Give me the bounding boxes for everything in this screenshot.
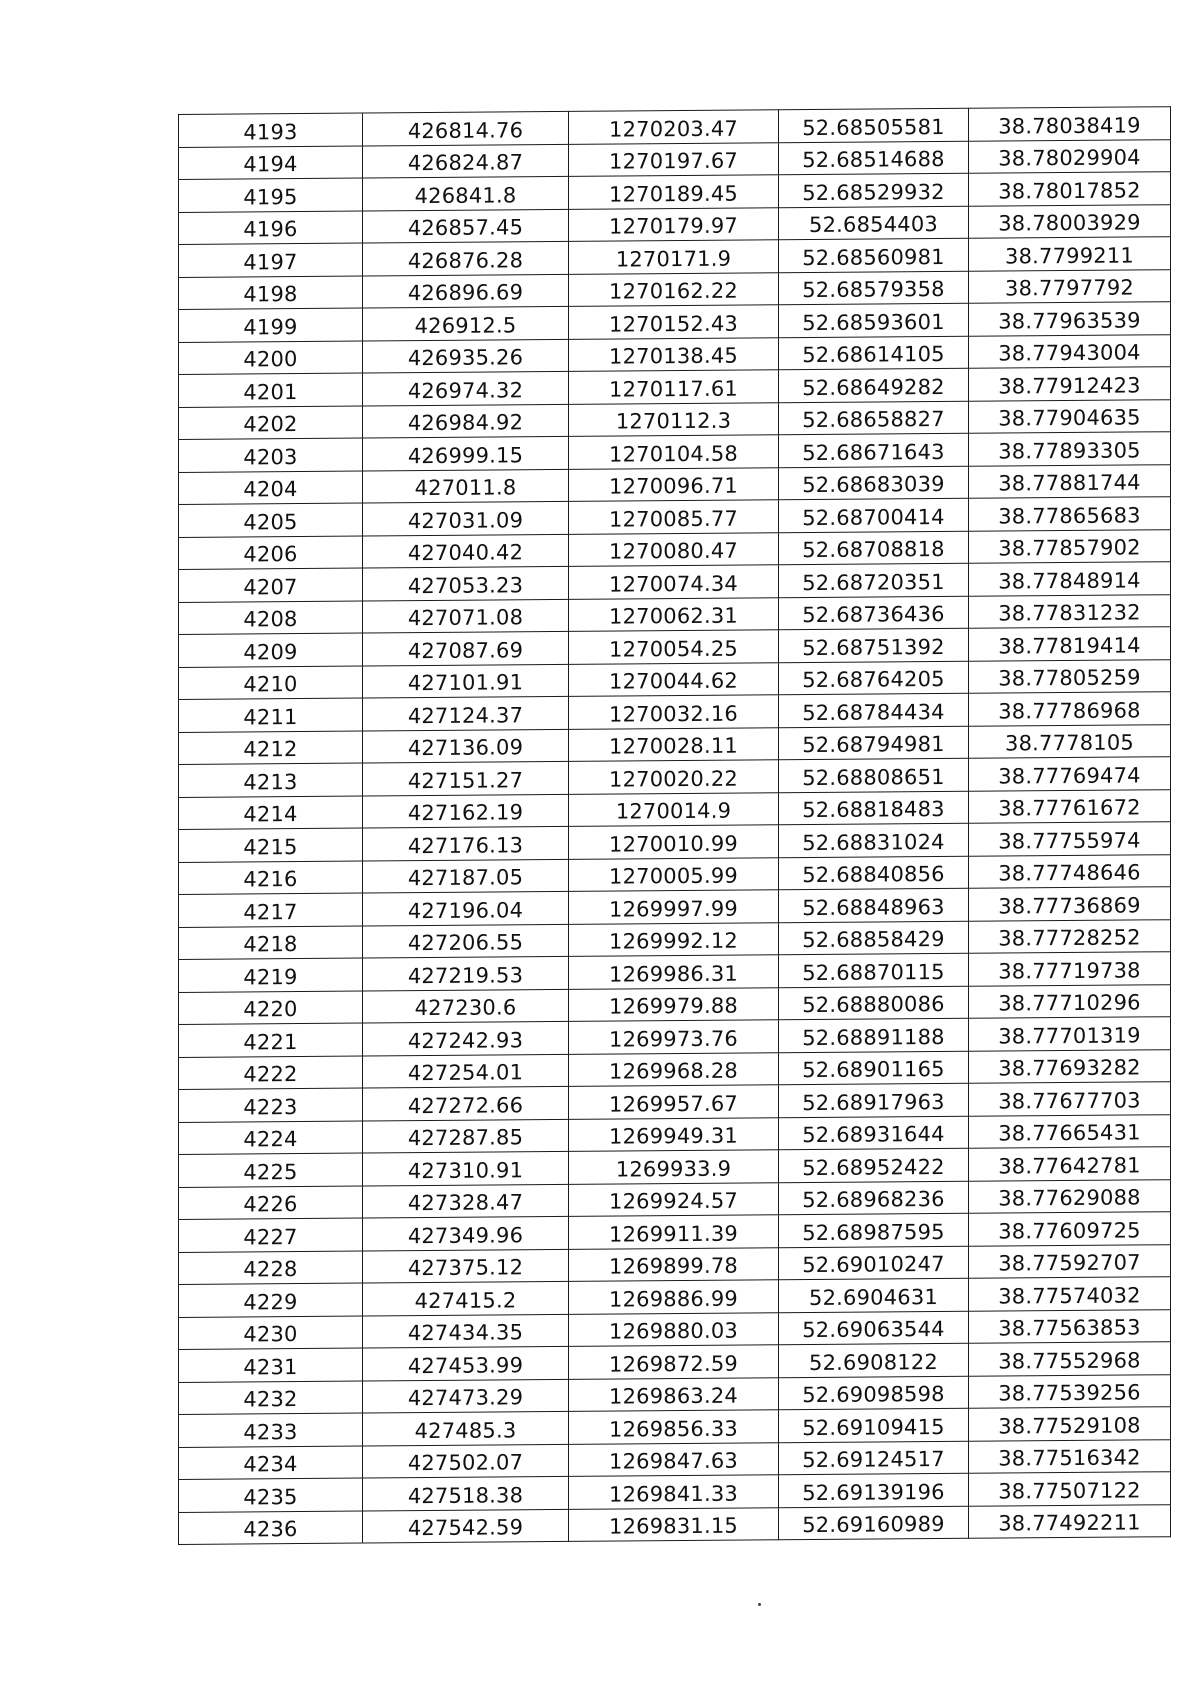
easting-cell: 426876.28 bbox=[363, 241, 569, 275]
easting-cell: 426896.69 bbox=[363, 274, 569, 308]
northing-cell: 1270080.47 bbox=[569, 532, 779, 566]
easting-cell: 427518.38 bbox=[363, 1476, 569, 1510]
point-number-cell: 4200 bbox=[179, 341, 363, 375]
point-number-cell: 4209 bbox=[179, 633, 363, 667]
northing-cell: 1269831.15 bbox=[569, 1507, 779, 1541]
easting-cell: 426857.45 bbox=[363, 209, 569, 243]
point-number-cell: 4212 bbox=[179, 731, 363, 765]
northing-cell: 1270112.3 bbox=[569, 402, 779, 436]
longitude-cell: 38.78003929 bbox=[969, 204, 1171, 238]
point-number-cell: 4198 bbox=[179, 276, 363, 310]
table-row bbox=[179, 1504, 1171, 1544]
longitude-cell: 38.7799211 bbox=[969, 237, 1171, 271]
northing-cell: 1270028.11 bbox=[569, 727, 779, 761]
point-number-cell: 4230 bbox=[179, 1316, 363, 1350]
northing-cell: 1270104.58 bbox=[569, 435, 779, 469]
latitude-cell: 52.68917963 bbox=[779, 1083, 969, 1117]
longitude-cell: 38.77592707 bbox=[969, 1244, 1171, 1278]
easting-cell: 427087.69 bbox=[363, 631, 569, 665]
northing-cell: 1269957.67 bbox=[569, 1085, 779, 1119]
easting-cell: 427219.53 bbox=[363, 956, 569, 990]
easting-cell: 427124.37 bbox=[363, 696, 569, 730]
longitude-cell: 38.77755974 bbox=[969, 822, 1171, 856]
latitude-cell: 52.68952422 bbox=[779, 1148, 969, 1182]
easting-cell: 426841.8 bbox=[363, 176, 569, 210]
northing-cell: 1269863.24 bbox=[569, 1377, 779, 1411]
easting-cell: 427162.19 bbox=[363, 794, 569, 828]
longitude-cell: 38.77574032 bbox=[969, 1277, 1171, 1311]
easting-cell: 427485.3 bbox=[363, 1411, 569, 1445]
point-number-cell: 4207 bbox=[179, 568, 363, 602]
latitude-cell: 52.6904631 bbox=[779, 1278, 969, 1312]
northing-cell: 1269856.33 bbox=[569, 1410, 779, 1444]
northing-cell: 1270189.45 bbox=[569, 175, 779, 209]
point-number-cell: 4226 bbox=[179, 1186, 363, 1220]
latitude-cell: 52.68560981 bbox=[779, 238, 969, 272]
northing-cell: 1270152.43 bbox=[569, 305, 779, 339]
longitude-cell: 38.77761672 bbox=[969, 789, 1171, 823]
longitude-cell: 38.77629088 bbox=[969, 1179, 1171, 1213]
point-number-cell: 4219 bbox=[179, 958, 363, 992]
point-number-cell: 4227 bbox=[179, 1218, 363, 1252]
easting-cell: 427151.27 bbox=[363, 761, 569, 795]
northing-cell: 1270203.47 bbox=[569, 110, 779, 144]
easting-cell: 427031.09 bbox=[363, 501, 569, 535]
longitude-cell: 38.7778105 bbox=[969, 724, 1171, 758]
northing-cell: 1270117.61 bbox=[569, 370, 779, 404]
easting-cell: 427272.66 bbox=[363, 1086, 569, 1120]
longitude-cell: 38.77492211 bbox=[969, 1504, 1171, 1538]
northing-cell: 1269997.99 bbox=[569, 890, 779, 924]
point-number-cell: 4233 bbox=[179, 1413, 363, 1447]
point-number-cell: 4231 bbox=[179, 1348, 363, 1382]
point-number-cell: 4234 bbox=[179, 1446, 363, 1480]
northing-cell: 1270197.67 bbox=[569, 142, 779, 176]
latitude-cell: 52.68720351 bbox=[779, 563, 969, 597]
longitude-cell: 38.77819414 bbox=[969, 627, 1171, 661]
easting-cell: 427415.2 bbox=[363, 1281, 569, 1315]
stray-mark bbox=[758, 1603, 761, 1606]
latitude-cell: 52.68818483 bbox=[779, 791, 969, 825]
latitude-cell: 52.68831024 bbox=[779, 823, 969, 857]
longitude-cell: 38.77831232 bbox=[969, 594, 1171, 628]
point-number-cell: 4210 bbox=[179, 666, 363, 700]
latitude-cell: 52.68931644 bbox=[779, 1116, 969, 1150]
longitude-cell: 38.77848914 bbox=[969, 562, 1171, 596]
northing-cell: 1269992.12 bbox=[569, 922, 779, 956]
northing-cell: 1270044.62 bbox=[569, 662, 779, 696]
easting-cell: 427453.99 bbox=[363, 1346, 569, 1380]
northing-cell: 1269886.99 bbox=[569, 1280, 779, 1314]
latitude-cell: 52.69124517 bbox=[779, 1441, 969, 1475]
northing-cell: 1269979.88 bbox=[569, 987, 779, 1021]
point-number-cell: 4196 bbox=[179, 211, 363, 245]
northing-cell: 1270096.71 bbox=[569, 467, 779, 501]
latitude-cell: 52.68579358 bbox=[779, 271, 969, 305]
northing-cell: 1269872.59 bbox=[569, 1345, 779, 1379]
northing-cell: 1270085.77 bbox=[569, 500, 779, 534]
latitude-cell: 52.68784434 bbox=[779, 693, 969, 727]
longitude-cell: 38.77693282 bbox=[969, 1049, 1171, 1083]
point-number-cell: 4197 bbox=[179, 243, 363, 277]
easting-cell: 426814.76 bbox=[363, 111, 569, 145]
longitude-cell: 38.77904635 bbox=[969, 399, 1171, 433]
northing-cell: 1270032.16 bbox=[569, 695, 779, 729]
longitude-cell: 38.77701319 bbox=[969, 1017, 1171, 1051]
easting-cell: 427328.47 bbox=[363, 1184, 569, 1218]
latitude-cell: 52.69063544 bbox=[779, 1311, 969, 1345]
easting-cell: 427187.05 bbox=[363, 859, 569, 893]
latitude-cell: 52.68764205 bbox=[779, 661, 969, 695]
latitude-cell: 52.68708818 bbox=[779, 531, 969, 565]
easting-cell: 426912.5 bbox=[363, 306, 569, 340]
longitude-cell: 38.77719738 bbox=[969, 952, 1171, 986]
longitude-cell: 38.77769474 bbox=[969, 757, 1171, 791]
latitude-cell: 52.68891188 bbox=[779, 1018, 969, 1052]
point-number-cell: 4213 bbox=[179, 763, 363, 797]
coordinate-table bbox=[178, 106, 1171, 1545]
latitude-cell: 52.68514688 bbox=[779, 141, 969, 175]
latitude-cell: 52.68794981 bbox=[779, 726, 969, 760]
longitude-cell: 38.77642781 bbox=[969, 1147, 1171, 1181]
easting-cell: 427040.42 bbox=[363, 534, 569, 568]
northing-cell: 1270020.22 bbox=[569, 760, 779, 794]
northing-cell: 1269880.03 bbox=[569, 1312, 779, 1346]
latitude-cell: 52.68840856 bbox=[779, 856, 969, 890]
easting-cell: 427287.85 bbox=[363, 1119, 569, 1153]
latitude-cell: 52.68901165 bbox=[779, 1051, 969, 1085]
longitude-cell: 38.78029904 bbox=[969, 139, 1171, 173]
easting-cell: 427101.91 bbox=[363, 664, 569, 698]
latitude-cell: 52.68529932 bbox=[779, 173, 969, 207]
northing-cell: 1269973.76 bbox=[569, 1020, 779, 1054]
point-number-cell: 4222 bbox=[179, 1056, 363, 1090]
longitude-cell: 38.7797792 bbox=[969, 269, 1171, 303]
northing-cell: 1270138.45 bbox=[569, 337, 779, 371]
longitude-cell: 38.77563853 bbox=[969, 1309, 1171, 1343]
latitude-cell: 52.68858429 bbox=[779, 921, 969, 955]
latitude-cell: 52.68658827 bbox=[779, 401, 969, 435]
easting-cell: 427434.35 bbox=[363, 1314, 569, 1348]
northing-cell: 1269899.78 bbox=[569, 1247, 779, 1281]
point-number-cell: 4218 bbox=[179, 926, 363, 960]
longitude-cell: 38.77609725 bbox=[969, 1212, 1171, 1246]
easting-cell: 427473.29 bbox=[363, 1379, 569, 1413]
point-number-cell: 4201 bbox=[179, 373, 363, 407]
easting-cell: 427053.23 bbox=[363, 566, 569, 600]
latitude-cell: 52.69109415 bbox=[779, 1408, 969, 1442]
northing-cell: 1270179.97 bbox=[569, 207, 779, 241]
easting-cell: 427310.91 bbox=[363, 1151, 569, 1185]
point-number-cell: 4235 bbox=[179, 1478, 363, 1512]
longitude-cell: 38.77710296 bbox=[969, 984, 1171, 1018]
coordinate-table-sheet bbox=[178, 106, 1170, 1545]
longitude-cell: 38.77748646 bbox=[969, 854, 1171, 888]
northing-cell: 1270014.9 bbox=[569, 792, 779, 826]
longitude-cell: 38.77507122 bbox=[969, 1472, 1171, 1506]
northing-cell: 1270074.34 bbox=[569, 565, 779, 599]
northing-cell: 1270062.31 bbox=[569, 597, 779, 631]
easting-cell: 426935.26 bbox=[363, 339, 569, 373]
northing-cell: 1269911.39 bbox=[569, 1215, 779, 1249]
northing-cell: 1270171.9 bbox=[569, 240, 779, 274]
longitude-cell: 38.77677703 bbox=[969, 1082, 1171, 1116]
latitude-cell: 52.68505581 bbox=[779, 108, 969, 142]
coordinate-table-body bbox=[179, 107, 1171, 1545]
latitude-cell: 52.68870115 bbox=[779, 953, 969, 987]
point-number-cell: 4228 bbox=[179, 1251, 363, 1285]
latitude-cell: 52.68848963 bbox=[779, 888, 969, 922]
latitude-cell: 52.6854403 bbox=[779, 206, 969, 240]
easting-cell: 427196.04 bbox=[363, 891, 569, 925]
northing-cell: 1269924.57 bbox=[569, 1182, 779, 1216]
latitude-cell: 52.68671643 bbox=[779, 433, 969, 467]
point-number-cell: 4203 bbox=[179, 438, 363, 472]
point-number-cell: 4221 bbox=[179, 1023, 363, 1057]
easting-cell: 427136.09 bbox=[363, 729, 569, 763]
latitude-cell: 52.68649282 bbox=[779, 368, 969, 402]
longitude-cell: 38.77881744 bbox=[969, 464, 1171, 498]
easting-cell: 426824.87 bbox=[363, 144, 569, 178]
longitude-cell: 38.77516342 bbox=[969, 1439, 1171, 1473]
easting-cell: 427349.96 bbox=[363, 1216, 569, 1250]
longitude-cell: 38.77529108 bbox=[969, 1407, 1171, 1441]
easting-cell: 427011.8 bbox=[363, 469, 569, 503]
latitude-cell: 52.68593601 bbox=[779, 303, 969, 337]
longitude-cell: 38.77893305 bbox=[969, 432, 1171, 466]
point-number-cell: 4224 bbox=[179, 1121, 363, 1155]
longitude-cell: 38.77786968 bbox=[969, 692, 1171, 726]
longitude-cell: 38.77857902 bbox=[969, 529, 1171, 563]
longitude-cell: 38.77728252 bbox=[969, 919, 1171, 953]
easting-cell: 427254.01 bbox=[363, 1054, 569, 1088]
latitude-cell: 52.68987595 bbox=[779, 1213, 969, 1247]
point-number-cell: 4206 bbox=[179, 536, 363, 570]
point-number-cell: 4211 bbox=[179, 698, 363, 732]
northing-cell: 1270054.25 bbox=[569, 630, 779, 664]
latitude-cell: 52.68683039 bbox=[779, 466, 969, 500]
point-number-cell: 4220 bbox=[179, 991, 363, 1025]
longitude-cell: 38.78038419 bbox=[969, 107, 1171, 141]
latitude-cell: 52.68751392 bbox=[779, 628, 969, 662]
longitude-cell: 38.77552968 bbox=[969, 1342, 1171, 1376]
point-number-cell: 4193 bbox=[179, 113, 363, 147]
easting-cell: 427230.6 bbox=[363, 989, 569, 1023]
latitude-cell: 52.68736436 bbox=[779, 596, 969, 630]
latitude-cell: 52.68968236 bbox=[779, 1181, 969, 1215]
northing-cell: 1269949.31 bbox=[569, 1117, 779, 1151]
point-number-cell: 4232 bbox=[179, 1381, 363, 1415]
point-number-cell: 4205 bbox=[179, 503, 363, 537]
latitude-cell: 52.68614105 bbox=[779, 336, 969, 370]
point-number-cell: 4202 bbox=[179, 406, 363, 440]
latitude-cell: 52.69010247 bbox=[779, 1246, 969, 1280]
northing-cell: 1270010.99 bbox=[569, 825, 779, 859]
latitude-cell: 52.69160989 bbox=[779, 1506, 969, 1540]
longitude-cell: 38.77943004 bbox=[969, 334, 1171, 368]
point-number-cell: 4214 bbox=[179, 796, 363, 830]
point-number-cell: 4204 bbox=[179, 471, 363, 505]
easting-cell: 427375.12 bbox=[363, 1249, 569, 1283]
longitude-cell: 38.77963539 bbox=[969, 302, 1171, 336]
northing-cell: 1269968.28 bbox=[569, 1052, 779, 1086]
point-number-cell: 4199 bbox=[179, 308, 363, 342]
longitude-cell: 38.77539256 bbox=[969, 1374, 1171, 1408]
latitude-cell: 52.68808651 bbox=[779, 758, 969, 792]
point-number-cell: 4225 bbox=[179, 1153, 363, 1187]
northing-cell: 1269933.9 bbox=[569, 1150, 779, 1184]
longitude-cell: 38.77865683 bbox=[969, 497, 1171, 531]
easting-cell: 426984.92 bbox=[363, 404, 569, 438]
point-number-cell: 4223 bbox=[179, 1088, 363, 1122]
northing-cell: 1269847.63 bbox=[569, 1442, 779, 1476]
latitude-cell: 52.69098598 bbox=[779, 1376, 969, 1410]
point-number-cell: 4229 bbox=[179, 1283, 363, 1317]
latitude-cell: 52.68700414 bbox=[779, 498, 969, 532]
point-number-cell: 4217 bbox=[179, 893, 363, 927]
northing-cell: 1270005.99 bbox=[569, 857, 779, 891]
point-number-cell: 4194 bbox=[179, 146, 363, 180]
easting-cell: 427176.13 bbox=[363, 826, 569, 860]
easting-cell: 427542.59 bbox=[363, 1509, 569, 1543]
longitude-cell: 38.77912423 bbox=[969, 367, 1171, 401]
northing-cell: 1269841.33 bbox=[569, 1475, 779, 1509]
easting-cell: 426974.32 bbox=[363, 371, 569, 405]
point-number-cell: 4215 bbox=[179, 828, 363, 862]
easting-cell: 427206.55 bbox=[363, 924, 569, 958]
longitude-cell: 38.77736869 bbox=[969, 887, 1171, 921]
northing-cell: 1269986.31 bbox=[569, 955, 779, 989]
easting-cell: 426999.15 bbox=[363, 436, 569, 470]
latitude-cell: 52.68880086 bbox=[779, 986, 969, 1020]
longitude-cell: 38.77805259 bbox=[969, 659, 1171, 693]
latitude-cell: 52.69139196 bbox=[779, 1473, 969, 1507]
northing-cell: 1270162.22 bbox=[569, 272, 779, 306]
easting-cell: 427242.93 bbox=[363, 1021, 569, 1055]
point-number-cell: 4216 bbox=[179, 861, 363, 895]
point-number-cell: 4195 bbox=[179, 178, 363, 212]
longitude-cell: 38.77665431 bbox=[969, 1114, 1171, 1148]
longitude-cell: 38.78017852 bbox=[969, 172, 1171, 206]
point-number-cell: 4236 bbox=[179, 1511, 363, 1545]
point-number-cell: 4208 bbox=[179, 601, 363, 635]
easting-cell: 427071.08 bbox=[363, 599, 569, 633]
easting-cell: 427502.07 bbox=[363, 1444, 569, 1478]
latitude-cell: 52.6908122 bbox=[779, 1343, 969, 1377]
